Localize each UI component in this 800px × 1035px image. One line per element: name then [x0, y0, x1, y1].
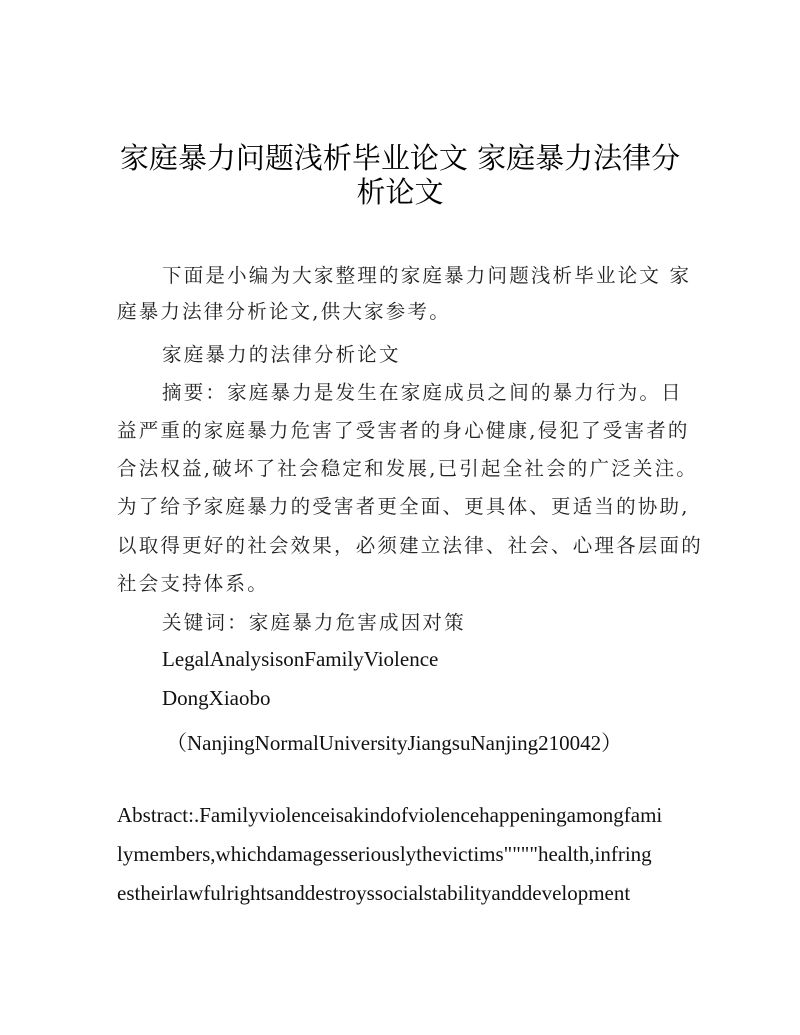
abstract-en-line-1: Abstract:.Familyviolenceisakindofviolencehappeningamongfami	[117, 803, 663, 827]
abstract-cn-line-5: 以取得更好的社会效果，必须建立法律、社会、心理各层面的	[117, 534, 703, 557]
abstract-cn-line-2: 益严重的家庭暴力危害了受害者的身心健康,侵犯了受害者的	[117, 419, 690, 442]
affiliation: （NanjingNormalUniversityJiangsuNanjing210042）	[166, 731, 623, 755]
title-line-2: 析论文	[356, 175, 444, 209]
english-title: LegalAnalysisonFamilyViolence	[162, 647, 439, 671]
abstract-cn-line-3: 合法权益,破坏了社会稳定和发展,已引起全社会的广泛关注。	[117, 457, 698, 480]
abstract-cn-line-6: 社会支持体系。	[117, 572, 269, 595]
keywords: 关键词：家庭暴力危害成因对策	[162, 611, 466, 634]
abstract-cn-line-4: 为了给予家庭暴力的受害者更全面、更具体、更适当的协助,	[117, 495, 690, 518]
abstract-cn-line-1: 摘要：家庭暴力是发生在家庭成员之间的暴力行为。日	[162, 381, 683, 404]
abstract-en-line-3: estheirlawfulrightsanddestroyssocialstabilityanddevelopment	[117, 881, 631, 905]
intro-line-2: 庭暴力法律分析论文,供大家参考。	[117, 300, 451, 323]
section-subtitle: 家庭暴力的法律分析论文	[162, 343, 401, 366]
abstract-en-line-2: lymembers,whichdamagesseriouslythevictims""""health,infring	[117, 842, 652, 866]
intro-line-1: 下面是小编为大家整理的家庭暴力问题浅析毕业论文 家	[162, 264, 692, 287]
title-line-1: 家庭暴力问题浅析毕业论文 家庭暴力法律分	[119, 141, 681, 175]
author: DongXiaobo	[162, 686, 271, 710]
